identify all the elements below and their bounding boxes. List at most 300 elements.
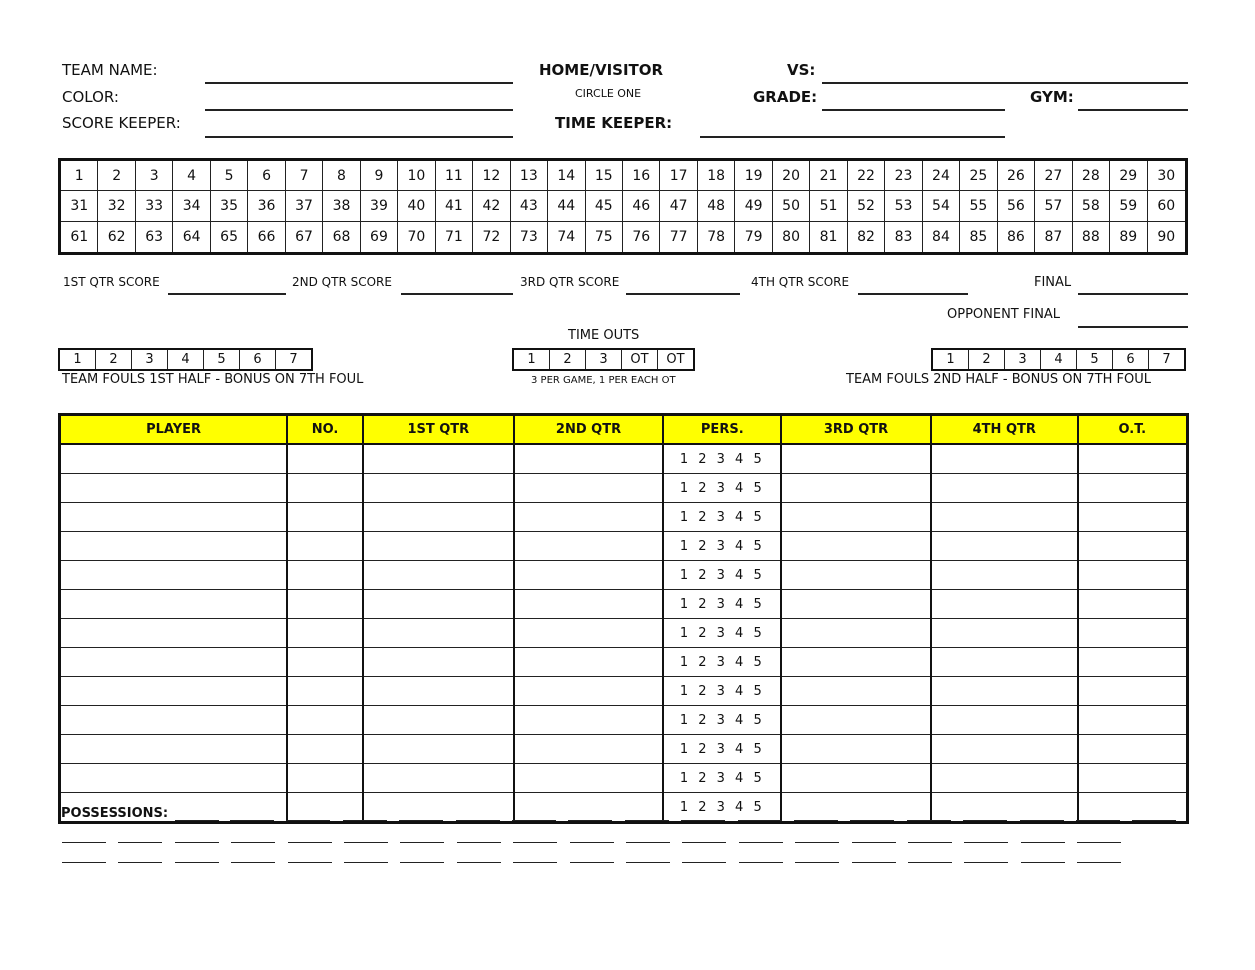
score-cell[interactable]: 59 [1110, 191, 1147, 221]
table-cell[interactable] [1078, 474, 1188, 503]
home-visitor-label[interactable]: HOME/VISITOR [539, 61, 664, 79]
score-cell[interactable]: 11 [436, 161, 473, 191]
possession-blank[interactable] [456, 820, 500, 821]
table-cell[interactable] [781, 735, 931, 764]
score-cell[interactable]: 23 [885, 161, 922, 191]
table-cell[interactable] [781, 474, 931, 503]
table-cell[interactable] [931, 793, 1078, 823]
table-cell[interactable] [60, 444, 288, 474]
table-cell[interactable] [1078, 444, 1188, 474]
score-cell[interactable]: 83 [885, 222, 922, 252]
table-cell[interactable] [60, 474, 288, 503]
score-cell[interactable]: 86 [998, 222, 1035, 252]
score-cell[interactable]: 53 [885, 191, 922, 221]
score-cell[interactable]: 72 [473, 222, 510, 252]
possession-blank[interactable] [795, 862, 839, 863]
table-cell[interactable] [287, 648, 363, 677]
table-cell[interactable] [1078, 590, 1188, 619]
table-cell[interactable] [931, 444, 1078, 474]
table-cell[interactable] [60, 677, 288, 706]
table-cell[interactable] [363, 619, 514, 648]
table-cell[interactable] [363, 532, 514, 561]
table-cell[interactable] [1078, 793, 1188, 823]
pers-fouls-cell[interactable]: 1 2 3 4 5 [663, 444, 781, 474]
score-cell[interactable]: 36 [248, 191, 285, 221]
pers-fouls-cell[interactable]: 1 2 3 4 5 [663, 590, 781, 619]
score-cell[interactable]: 7 [286, 161, 323, 191]
score-cell[interactable]: 67 [286, 222, 323, 252]
table-cell[interactable] [60, 706, 288, 735]
table-cell[interactable] [781, 503, 931, 532]
table-cell[interactable] [931, 503, 1078, 532]
table-cell[interactable] [781, 532, 931, 561]
table-cell[interactable] [363, 677, 514, 706]
score-cell[interactable]: 58 [1073, 191, 1110, 221]
possession-blank[interactable] [1076, 820, 1120, 821]
score-cell[interactable]: 51 [810, 191, 847, 221]
box-1[interactable]: 1 [514, 350, 550, 369]
possession-blank[interactable] [1077, 862, 1121, 863]
pers-fouls-cell[interactable]: 1 2 3 4 5 [663, 648, 781, 677]
table-cell[interactable] [781, 619, 931, 648]
table-cell[interactable] [287, 677, 363, 706]
box-1[interactable]: 1 [60, 350, 96, 369]
pers-fouls-cell[interactable]: 1 2 3 4 5 [663, 503, 781, 532]
possession-blank[interactable] [457, 842, 501, 843]
final-label: FINAL [1034, 275, 1072, 290]
score-cell[interactable]: 60 [1148, 191, 1185, 221]
q4-score-field[interactable] [858, 293, 968, 295]
score-cell[interactable]: 46 [623, 191, 660, 221]
opponent-final-label: OPPONENT FINAL [947, 307, 1061, 322]
table-cell[interactable] [60, 735, 288, 764]
possession-blank[interactable] [118, 842, 162, 843]
score-cell[interactable]: 61 [61, 222, 98, 252]
table-cell[interactable] [287, 590, 363, 619]
table-cell[interactable] [931, 706, 1078, 735]
possession-blank[interactable] [343, 820, 387, 821]
table-cell[interactable] [931, 677, 1078, 706]
possession-blank[interactable] [681, 820, 725, 821]
table-cell[interactable] [363, 503, 514, 532]
table-cell[interactable] [514, 735, 664, 764]
table-cell[interactable] [1078, 648, 1188, 677]
table-cell[interactable] [514, 503, 664, 532]
table-cell[interactable] [60, 619, 288, 648]
time-outs-boxes [512, 348, 695, 371]
table-cell[interactable] [287, 706, 363, 735]
header-4th-qtr: 4TH QTR [931, 415, 1078, 445]
pers-fouls-cell[interactable]: 1 2 3 4 5 [663, 706, 781, 735]
table-cell[interactable] [1078, 532, 1188, 561]
score-cell[interactable]: 28 [1073, 161, 1110, 191]
possession-blank[interactable] [739, 862, 783, 863]
score-cell[interactable]: 22 [848, 161, 885, 191]
score-cell[interactable]: 54 [923, 191, 960, 221]
table-cell[interactable] [514, 444, 664, 474]
possession-blank[interactable] [625, 820, 669, 821]
score-cell[interactable]: 62 [98, 222, 135, 252]
score-cell[interactable]: 43 [511, 191, 548, 221]
score-cell[interactable]: 38 [323, 191, 360, 221]
opponent-final-field[interactable] [1078, 326, 1188, 328]
possession-blank[interactable] [908, 842, 952, 843]
q4-score-label: 4TH QTR SCORE [751, 275, 850, 289]
box-6[interactable]: 6 [1113, 350, 1149, 369]
table-cell[interactable] [1078, 503, 1188, 532]
score-cell[interactable]: 40 [398, 191, 435, 221]
score-cell[interactable]: 34 [173, 191, 210, 221]
score-cell[interactable]: 31 [61, 191, 98, 221]
box-3[interactable]: 3 [132, 350, 168, 369]
table-cell[interactable] [514, 793, 664, 823]
table-cell[interactable] [781, 764, 931, 793]
possession-blank[interactable] [231, 842, 275, 843]
score-cell[interactable]: 71 [436, 222, 473, 252]
table-cell[interactable] [287, 619, 363, 648]
box-ot[interactable]: OT [666, 352, 685, 367]
score-cell[interactable]: 85 [960, 222, 997, 252]
table-row [60, 532, 1188, 561]
pers-fouls-cell[interactable]: 1 2 3 4 5 [663, 561, 781, 590]
table-cell[interactable] [781, 648, 931, 677]
possession-blank[interactable] [175, 820, 219, 821]
table-cell[interactable] [931, 619, 1078, 648]
table-row [60, 561, 1188, 590]
table-cell[interactable] [781, 793, 931, 823]
table-cell[interactable] [931, 474, 1078, 503]
score-cell[interactable]: 16 [623, 161, 660, 191]
score-cell[interactable]: 73 [511, 222, 548, 252]
score-cell[interactable]: 10 [398, 161, 435, 191]
table-cell[interactable] [781, 561, 931, 590]
table-cell[interactable] [60, 590, 288, 619]
score-cell[interactable]: 30 [1148, 161, 1185, 191]
score-cell[interactable]: 48 [698, 191, 735, 221]
possession-blank[interactable] [626, 842, 670, 843]
score-cell[interactable]: 20 [773, 161, 810, 191]
score-cell[interactable]: 12 [473, 161, 510, 191]
score-cell[interactable]: 84 [923, 222, 960, 252]
score-cell[interactable]: 15 [586, 161, 623, 191]
score-cell[interactable]: 82 [848, 222, 885, 252]
score-cell[interactable]: 81 [810, 222, 847, 252]
table-cell[interactable] [1078, 735, 1188, 764]
score-cell[interactable]: 80 [773, 222, 810, 252]
possession-blank[interactable] [852, 862, 896, 863]
score-cell[interactable]: 89 [1110, 222, 1147, 252]
table-cell[interactable] [514, 764, 664, 793]
score-cell[interactable]: 32 [98, 191, 135, 221]
table-cell[interactable] [931, 590, 1078, 619]
possession-blank[interactable] [457, 862, 501, 863]
possession-blank[interactable] [570, 862, 614, 863]
table-cell[interactable] [363, 706, 514, 735]
box-7[interactable]: 7 [1162, 352, 1171, 367]
score-cell[interactable]: 41 [436, 191, 473, 221]
header-1st-qtr: 1ST QTR [363, 415, 514, 445]
score-cell[interactable]: 49 [735, 191, 772, 221]
possession-blank[interactable] [852, 842, 896, 843]
possession-blank[interactable] [739, 842, 783, 843]
table-cell[interactable] [287, 561, 363, 590]
score-cell[interactable]: 25 [960, 161, 997, 191]
score-cell[interactable]: 19 [735, 161, 772, 191]
table-cell[interactable] [363, 444, 514, 474]
table-cell[interactable] [1078, 706, 1188, 735]
possession-blank[interactable] [231, 862, 275, 863]
score-cell[interactable]: 4 [173, 161, 210, 191]
possession-blank[interactable] [794, 820, 838, 821]
pers-fouls-cell[interactable]: 1 2 3 4 5 [663, 735, 781, 764]
possession-blank[interactable] [850, 820, 894, 821]
score-cell[interactable]: 57 [1035, 191, 1072, 221]
score-cell[interactable]: 68 [323, 222, 360, 252]
possession-blank[interactable] [512, 820, 556, 821]
table-cell[interactable] [514, 706, 664, 735]
possession-blank[interactable] [963, 820, 1007, 821]
possession-blank[interactable] [400, 862, 444, 863]
table-cell[interactable] [363, 561, 514, 590]
table-cell[interactable] [514, 590, 664, 619]
score-cell[interactable]: 79 [735, 222, 772, 252]
possession-blank[interactable] [964, 842, 1008, 843]
possession-blank[interactable] [175, 862, 219, 863]
possession-blank[interactable] [62, 842, 106, 843]
score-cell[interactable]: 50 [773, 191, 810, 221]
table-cell[interactable] [60, 764, 288, 793]
possession-blank[interactable] [286, 820, 330, 821]
box-3[interactable]: 3 [586, 350, 622, 369]
box-5[interactable]: 5 [204, 350, 240, 369]
table-row [60, 793, 1188, 823]
possession-blank[interactable] [568, 820, 612, 821]
box-2[interactable]: 2 [550, 350, 586, 369]
score-cell[interactable]: 75 [586, 222, 623, 252]
possession-blank[interactable] [1132, 820, 1176, 821]
table-cell[interactable] [60, 561, 288, 590]
table-cell[interactable] [363, 474, 514, 503]
table-cell[interactable] [1078, 561, 1188, 590]
score-cell[interactable]: 18 [698, 161, 735, 191]
possession-blank[interactable] [626, 862, 670, 863]
score-cell[interactable]: 52 [848, 191, 885, 221]
table-cell[interactable] [931, 735, 1078, 764]
possession-blank[interactable] [1021, 862, 1065, 863]
pers-fouls-cell[interactable]: 1 2 3 4 5 [663, 677, 781, 706]
score-cell[interactable]: 1 [61, 161, 98, 191]
box-5[interactable]: 5 [1077, 350, 1113, 369]
table-cell[interactable] [363, 793, 514, 823]
score-cell[interactable]: 45 [586, 191, 623, 221]
table-cell[interactable] [514, 561, 664, 590]
table-cell[interactable] [1078, 764, 1188, 793]
table-row [60, 648, 1188, 677]
table-cell[interactable] [287, 793, 363, 823]
possession-blank[interactable] [513, 842, 557, 843]
score-keeper-field[interactable] [205, 136, 513, 138]
vs-field[interactable] [822, 82, 1188, 84]
box-2[interactable]: 2 [969, 350, 1005, 369]
score-cell[interactable]: 37 [286, 191, 323, 221]
score-cell[interactable]: 26 [998, 161, 1035, 191]
score-cell[interactable]: 35 [211, 191, 248, 221]
table-cell[interactable] [60, 532, 288, 561]
table-cell[interactable] [60, 503, 288, 532]
score-cell[interactable]: 74 [548, 222, 585, 252]
pers-fouls-cell[interactable]: 1 2 3 4 5 [663, 619, 781, 648]
table-cell[interactable] [363, 735, 514, 764]
box-ot[interactable]: OT [622, 350, 658, 369]
score-cell[interactable]: 77 [660, 222, 697, 252]
score-cell[interactable]: 24 [923, 161, 960, 191]
possession-blank[interactable] [344, 842, 388, 843]
score-cell[interactable]: 66 [248, 222, 285, 252]
pers-fouls-cell[interactable]: 1 2 3 4 5 [663, 532, 781, 561]
pers-fouls-cell[interactable]: 1 2 3 4 5 [663, 474, 781, 503]
box-3[interactable]: 3 [1005, 350, 1041, 369]
table-cell[interactable] [781, 677, 931, 706]
table-cell[interactable] [287, 474, 363, 503]
possession-blank[interactable] [682, 842, 726, 843]
score-cell[interactable]: 87 [1035, 222, 1072, 252]
time-keeper-field[interactable] [700, 136, 1005, 138]
score-cell[interactable]: 63 [136, 222, 173, 252]
possession-blank[interactable] [682, 862, 726, 863]
gym-field[interactable] [1078, 109, 1188, 111]
possession-blank[interactable] [513, 862, 557, 863]
box-2[interactable]: 2 [96, 350, 132, 369]
score-cell[interactable]: 78 [698, 222, 735, 252]
table-cell[interactable] [931, 561, 1078, 590]
q3-score-field[interactable] [626, 293, 740, 295]
table-cell[interactable] [363, 764, 514, 793]
grade-field[interactable] [822, 109, 1005, 111]
team-fouls-1st-half-boxes [58, 348, 313, 371]
table-cell[interactable] [514, 677, 664, 706]
table-cell[interactable] [287, 503, 363, 532]
pers-fouls-cell[interactable]: 1 2 3 4 5 [663, 764, 781, 793]
q2-score-field[interactable] [401, 293, 513, 295]
table-cell[interactable] [514, 532, 664, 561]
table-cell[interactable] [60, 648, 288, 677]
score-cell[interactable]: 65 [211, 222, 248, 252]
possession-blank[interactable] [964, 862, 1008, 863]
table-cell[interactable] [363, 648, 514, 677]
score-cell[interactable]: 2 [98, 161, 135, 191]
box-4[interactable]: 4 [168, 350, 204, 369]
team-name-field[interactable] [205, 82, 513, 84]
score-cell[interactable]: 27 [1035, 161, 1072, 191]
possession-blank[interactable] [344, 862, 388, 863]
possession-blank[interactable] [288, 862, 332, 863]
score-cell[interactable]: 8 [323, 161, 360, 191]
possession-blank[interactable] [175, 842, 219, 843]
possession-blank[interactable] [1020, 820, 1064, 821]
table-cell[interactable] [363, 590, 514, 619]
score-cell[interactable]: 3 [136, 161, 173, 191]
table-cell[interactable] [781, 590, 931, 619]
table-cell[interactable] [287, 764, 363, 793]
pers-fouls-cell[interactable]: 1 2 3 4 5 [663, 793, 781, 823]
possession-blank[interactable] [795, 842, 839, 843]
table-cell[interactable] [1078, 677, 1188, 706]
table-cell[interactable] [781, 706, 931, 735]
score-cell[interactable]: 47 [660, 191, 697, 221]
score-cell[interactable]: 21 [810, 161, 847, 191]
score-cell[interactable]: 9 [361, 161, 398, 191]
score-cell[interactable]: 44 [548, 191, 585, 221]
player-table [58, 413, 1189, 824]
final-field[interactable] [1078, 293, 1188, 295]
score-cell[interactable]: 76 [623, 222, 660, 252]
q1-score-field[interactable] [168, 293, 286, 295]
box-1[interactable]: 1 [933, 350, 969, 369]
table-cell[interactable] [514, 619, 664, 648]
score-cell[interactable]: 90 [1157, 228, 1176, 245]
table-cell[interactable] [287, 735, 363, 764]
table-row [60, 444, 1188, 474]
score-cell[interactable]: 17 [660, 161, 697, 191]
possession-blank[interactable] [738, 820, 782, 821]
possession-blank[interactable] [230, 820, 274, 821]
score-cell[interactable]: 39 [361, 191, 398, 221]
table-cell[interactable] [287, 532, 363, 561]
time-outs-title: TIME OUTS [568, 328, 640, 343]
score-cell[interactable]: 14 [548, 161, 585, 191]
score-cell[interactable]: 13 [511, 161, 548, 191]
score-cell[interactable]: 42 [473, 191, 510, 221]
table-cell[interactable] [931, 648, 1078, 677]
score-cell[interactable]: 88 [1073, 222, 1110, 252]
color-field[interactable] [205, 109, 513, 111]
possession-blank[interactable] [908, 862, 952, 863]
possession-blank[interactable] [1021, 842, 1065, 843]
table-cell[interactable] [931, 764, 1078, 793]
q3-score-label: 3RD QTR SCORE [520, 275, 620, 289]
box-6[interactable]: 6 [240, 350, 276, 369]
score-cell[interactable]: 64 [173, 222, 210, 252]
score-cell[interactable]: 33 [136, 191, 173, 221]
possession-blank[interactable] [288, 842, 332, 843]
box-4[interactable]: 4 [1041, 350, 1077, 369]
score-cell[interactable]: 70 [398, 222, 435, 252]
score-cell[interactable]: 69 [361, 222, 398, 252]
table-cell[interactable] [514, 648, 664, 677]
score-cell[interactable]: 29 [1110, 161, 1147, 191]
possession-blank[interactable] [62, 862, 106, 863]
possession-blank[interactable] [400, 842, 444, 843]
table-cell[interactable] [287, 444, 363, 474]
table-cell[interactable] [514, 474, 664, 503]
possession-blank[interactable] [1077, 842, 1121, 843]
score-cell[interactable]: 6 [248, 161, 285, 191]
possession-blank[interactable] [399, 820, 443, 821]
header-2nd-qtr: 2ND QTR [514, 415, 664, 445]
table-cell[interactable] [931, 532, 1078, 561]
possession-blank[interactable] [570, 842, 614, 843]
score-cell[interactable]: 56 [998, 191, 1035, 221]
team-fouls-2nd-half-label: TEAM FOULS 2ND HALF - BONUS ON 7TH FOUL [846, 372, 1151, 387]
possession-blank[interactable] [907, 820, 951, 821]
score-cell[interactable]: 55 [960, 191, 997, 221]
table-cell[interactable] [781, 444, 931, 474]
table-cell[interactable] [1078, 619, 1188, 648]
score-cell[interactable]: 5 [211, 161, 248, 191]
box-7[interactable]: 7 [289, 352, 298, 367]
possession-blank[interactable] [118, 862, 162, 863]
header-player: PLAYER [60, 415, 288, 445]
